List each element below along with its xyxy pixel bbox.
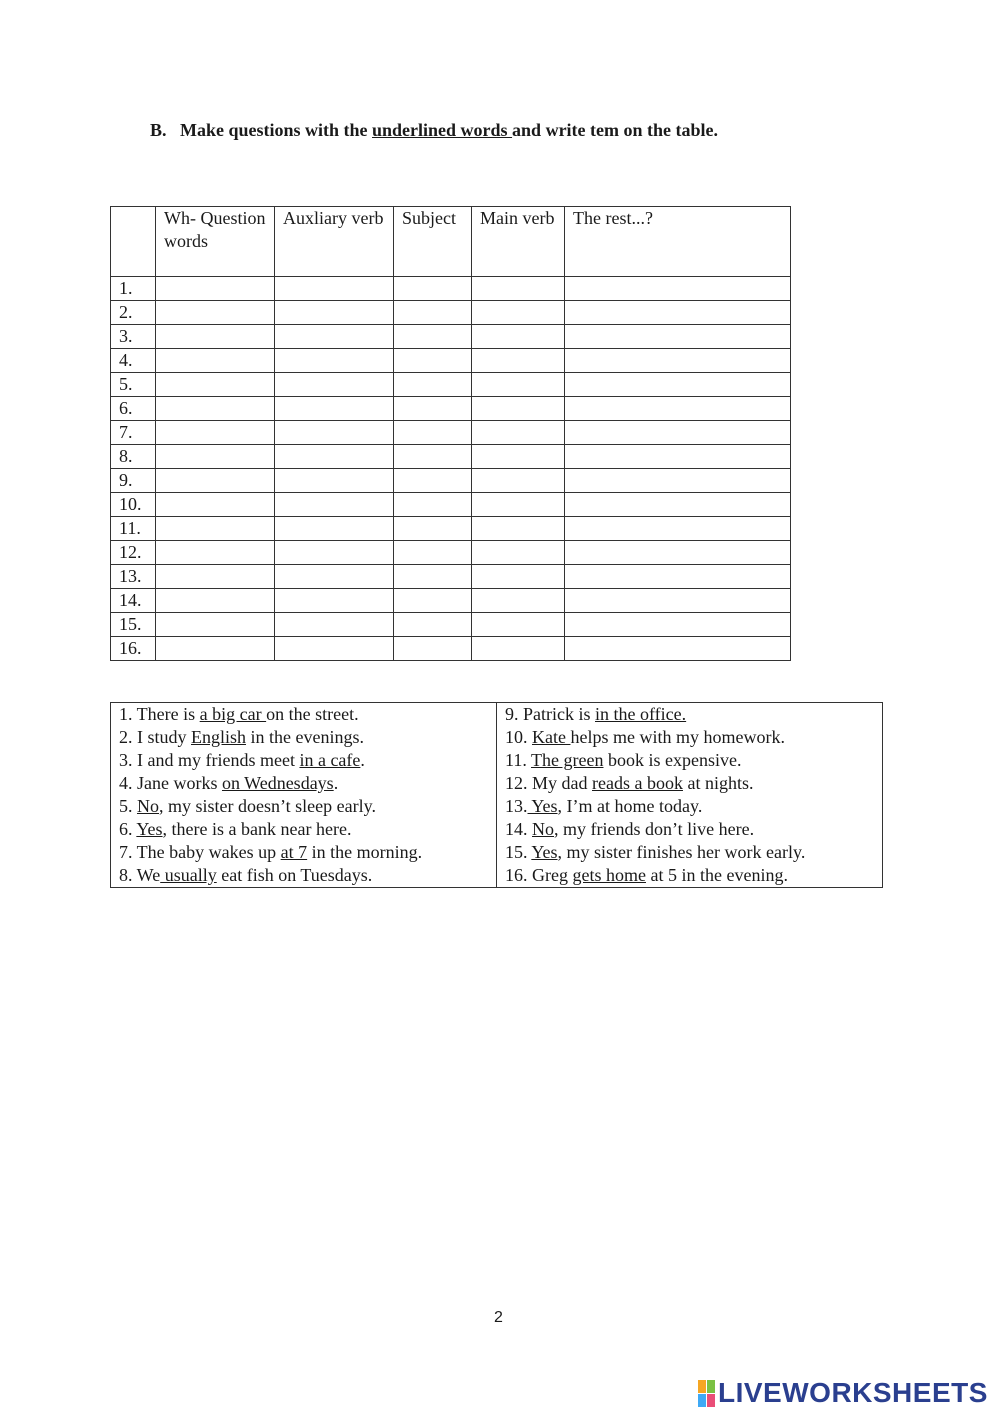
auxiliary-verb-cell[interactable] [275, 637, 394, 661]
row-number: 9. [111, 469, 156, 493]
wh-word-cell[interactable] [156, 277, 275, 301]
subject-cell[interactable] [394, 301, 472, 325]
sentence-item [119, 772, 496, 795]
main-verb-cell[interactable] [472, 469, 565, 493]
row-number: 6. [111, 397, 156, 421]
subject-cell[interactable] [394, 445, 472, 469]
sentence-text: , there is a bank near here. [162, 819, 352, 839]
sentence-text: 2. I study [119, 727, 191, 747]
sentence-item [119, 864, 496, 887]
auxiliary-verb-cell[interactable] [275, 373, 394, 397]
sentence-text: book is expensive. [603, 750, 742, 770]
sentence-text: 13. [505, 796, 528, 816]
subject-cell[interactable] [394, 277, 472, 301]
page-number: 2 [494, 1309, 503, 1326]
subject-cell[interactable] [394, 421, 472, 445]
main-verb-cell[interactable] [472, 541, 565, 565]
auxiliary-verb-cell[interactable] [275, 277, 394, 301]
wh-word-cell[interactable] [156, 421, 275, 445]
instruction-text-start: Make questions with the [180, 120, 373, 140]
sentence-text: 16. Greg [505, 865, 573, 885]
sentence-text: 14. [505, 819, 532, 839]
auxiliary-verb-cell[interactable] [275, 445, 394, 469]
answer-table-header-row [111, 207, 791, 277]
row-number: 13. [111, 565, 156, 589]
the-rest-cell[interactable] [565, 613, 791, 637]
sentence-text: 5. [119, 796, 137, 816]
subject-cell[interactable] [394, 397, 472, 421]
the-rest-cell[interactable] [565, 397, 791, 421]
subject-cell[interactable] [394, 613, 472, 637]
subject-cell[interactable] [394, 349, 472, 373]
sentence-text: 10. [505, 727, 532, 747]
underlined-words: in the office. [595, 704, 687, 724]
main-verb-cell[interactable] [472, 397, 565, 421]
table-row [111, 589, 791, 613]
the-rest-cell[interactable] [565, 517, 791, 541]
wh-word-cell[interactable] [156, 373, 275, 397]
subject-cell[interactable] [394, 517, 472, 541]
header-wh-question-words: Wh- Question words [156, 207, 275, 277]
underlined-words: Yes [527, 796, 558, 816]
header-main-verb: Main verb [472, 207, 565, 277]
the-rest-cell[interactable] [565, 589, 791, 613]
sentence-text: 15. [505, 842, 532, 862]
underlined-words: gets home [572, 865, 646, 885]
sentence-text: . [333, 773, 339, 793]
the-rest-cell[interactable] [565, 421, 791, 445]
row-number: 8. [111, 445, 156, 469]
the-rest-cell[interactable] [565, 493, 791, 517]
wh-word-cell[interactable] [156, 589, 275, 613]
table-row [111, 517, 791, 541]
sentence-text: , my friends don’t live here. [554, 819, 755, 839]
sentence-text: 11. [505, 750, 532, 770]
underlined-words: a big car [199, 704, 267, 724]
main-verb-cell[interactable] [472, 301, 565, 325]
row-number: 1. [111, 277, 156, 301]
subject-cell[interactable] [394, 373, 472, 397]
sentence-item [505, 864, 882, 887]
sentence-text: , I’m at home today. [557, 796, 703, 816]
instruction-underlined-text: underlined words [372, 120, 513, 140]
table-row [111, 445, 791, 469]
row-number: 3. [111, 325, 156, 349]
liveworksheets-logo-text: LIVEWORKSHEETS [718, 1377, 988, 1408]
main-verb-cell[interactable] [472, 565, 565, 589]
wh-word-cell[interactable] [156, 637, 275, 661]
sentence-text: , my sister doesn’t sleep early. [159, 796, 376, 816]
sentence-text: in the evenings. [246, 727, 364, 747]
sentence-text: 7. The baby wakes up [119, 842, 281, 862]
header-subject: Subject [394, 207, 472, 277]
underlined-words: The green [531, 750, 604, 770]
sentence-text: 1. There is [119, 704, 200, 724]
sentence-item [505, 795, 882, 818]
the-rest-cell[interactable] [565, 301, 791, 325]
subject-cell[interactable] [394, 325, 472, 349]
sentence-table [110, 702, 883, 888]
underlined-words: No [532, 819, 554, 839]
row-number: 12. [111, 541, 156, 565]
the-rest-cell[interactable] [565, 565, 791, 589]
sentence-text: in the morning. [307, 842, 423, 862]
header-number [111, 207, 156, 277]
row-number: 11. [111, 517, 156, 541]
table-row [111, 421, 791, 445]
sentence-item [119, 818, 496, 841]
main-verb-cell[interactable] [472, 349, 565, 373]
sentence-item [119, 841, 496, 864]
table-row [111, 277, 791, 301]
instruction-text-end: and write tem on the table. [512, 120, 719, 140]
sentence-text: , my sister finishes her work early. [557, 842, 806, 862]
table-row [111, 349, 791, 373]
row-number: 15. [111, 613, 156, 637]
sentence-item [505, 703, 882, 726]
the-rest-cell[interactable] [565, 445, 791, 469]
table-row [111, 541, 791, 565]
subject-cell[interactable] [394, 565, 472, 589]
auxiliary-verb-cell[interactable] [275, 469, 394, 493]
row-number: 16. [111, 637, 156, 661]
sentence-item [119, 726, 496, 749]
underlined-words: on Wednesdays [221, 773, 334, 793]
sentences-right-column [497, 703, 883, 888]
section-label: B. [150, 120, 167, 140]
auxiliary-verb-cell[interactable] [275, 613, 394, 637]
header-auxiliary-verb: Auxliary verb [275, 207, 394, 277]
wh-word-cell[interactable] [156, 565, 275, 589]
table-row [111, 301, 791, 325]
table-row [111, 613, 791, 637]
answer-table [110, 206, 791, 661]
table-row [111, 565, 791, 589]
main-verb-cell[interactable] [472, 325, 565, 349]
main-verb-cell[interactable] [472, 277, 565, 301]
subject-cell[interactable] [394, 589, 472, 613]
subject-cell[interactable] [394, 469, 472, 493]
sentence-item [119, 703, 496, 726]
table-row [111, 373, 791, 397]
auxiliary-verb-cell[interactable] [275, 349, 394, 373]
table-row [111, 637, 791, 661]
underlined-words: at 7 [280, 842, 308, 862]
row-number: 7. [111, 421, 156, 445]
sentence-text: . [360, 750, 365, 770]
sentence-text: eat fish on Tuesdays. [216, 865, 373, 885]
subject-cell[interactable] [394, 541, 472, 565]
sentence-text: 6. [119, 819, 137, 839]
auxiliary-verb-cell[interactable] [275, 301, 394, 325]
auxiliary-verb-cell[interactable] [275, 565, 394, 589]
sentence-item [119, 795, 496, 818]
underlined-words: Yes [531, 842, 558, 862]
wh-word-cell[interactable] [156, 613, 275, 637]
sentence-item [505, 772, 882, 795]
main-verb-cell[interactable] [472, 421, 565, 445]
subject-cell[interactable] [394, 637, 472, 661]
wh-word-cell[interactable] [156, 325, 275, 349]
auxiliary-verb-cell[interactable] [275, 421, 394, 445]
sentence-item [505, 726, 882, 749]
sentence-text: 9. Patrick is [505, 704, 595, 724]
auxiliary-verb-cell[interactable] [275, 325, 394, 349]
sentence-text: 12. My dad [505, 773, 592, 793]
underlined-words: Yes [136, 819, 163, 839]
main-verb-cell[interactable] [472, 493, 565, 517]
sentence-text: helps me with my homework. [570, 727, 785, 747]
sentence-item [119, 749, 496, 772]
the-rest-cell[interactable] [565, 373, 791, 397]
subject-cell[interactable] [394, 493, 472, 517]
the-rest-cell[interactable] [565, 277, 791, 301]
underlined-words: No [137, 796, 159, 816]
row-number: 2. [111, 301, 156, 325]
the-rest-cell[interactable] [565, 325, 791, 349]
wh-word-cell[interactable] [156, 349, 275, 373]
wh-word-cell[interactable] [156, 469, 275, 493]
liveworksheets-logo-icon [698, 1380, 715, 1407]
the-rest-cell[interactable] [565, 637, 791, 661]
main-verb-cell[interactable] [472, 373, 565, 397]
auxiliary-verb-cell[interactable] [275, 517, 394, 541]
wh-word-cell[interactable] [156, 493, 275, 517]
main-verb-cell[interactable] [472, 613, 565, 637]
sentence-item [505, 818, 882, 841]
sentence-text: 8. We [119, 865, 161, 885]
liveworksheets-logo [698, 1378, 988, 1408]
main-verb-cell[interactable] [472, 589, 565, 613]
auxiliary-verb-cell[interactable] [275, 493, 394, 517]
auxiliary-verb-cell[interactable] [275, 541, 394, 565]
instruction-heading [150, 120, 718, 141]
header-the-rest: The rest...? [565, 207, 791, 277]
sentence-text: on the street. [266, 704, 359, 724]
wh-word-cell[interactable] [156, 541, 275, 565]
wh-word-cell[interactable] [156, 301, 275, 325]
main-verb-cell[interactable] [472, 517, 565, 541]
table-row [111, 397, 791, 421]
sentence-item [505, 841, 882, 864]
sentence-text: at 5 in the evening. [645, 865, 788, 885]
the-rest-cell[interactable] [565, 469, 791, 493]
auxiliary-verb-cell[interactable] [275, 397, 394, 421]
row-number: 4. [111, 349, 156, 373]
wh-word-cell[interactable] [156, 397, 275, 421]
underlined-words: English [191, 727, 247, 747]
wh-word-cell[interactable] [156, 517, 275, 541]
sentence-item [505, 749, 882, 772]
wh-word-cell[interactable] [156, 445, 275, 469]
underlined-words: reads a book [592, 773, 683, 793]
the-rest-cell[interactable] [565, 349, 791, 373]
main-verb-cell[interactable] [472, 445, 565, 469]
sentence-text: at nights. [682, 773, 754, 793]
table-row [111, 493, 791, 517]
row-number: 5. [111, 373, 156, 397]
underlined-words: usually [160, 865, 217, 885]
row-number: 14. [111, 589, 156, 613]
table-row [111, 325, 791, 349]
sentences-left-column [111, 703, 497, 888]
main-verb-cell[interactable] [472, 637, 565, 661]
underlined-words: in a cafe [299, 750, 361, 770]
sentence-text: 4. Jane works [119, 773, 222, 793]
table-row [111, 469, 791, 493]
sentence-text: 3. I and my friends meet [119, 750, 300, 770]
underlined-words: Kate [532, 727, 571, 747]
auxiliary-verb-cell[interactable] [275, 589, 394, 613]
the-rest-cell[interactable] [565, 541, 791, 565]
row-number: 10. [111, 493, 156, 517]
